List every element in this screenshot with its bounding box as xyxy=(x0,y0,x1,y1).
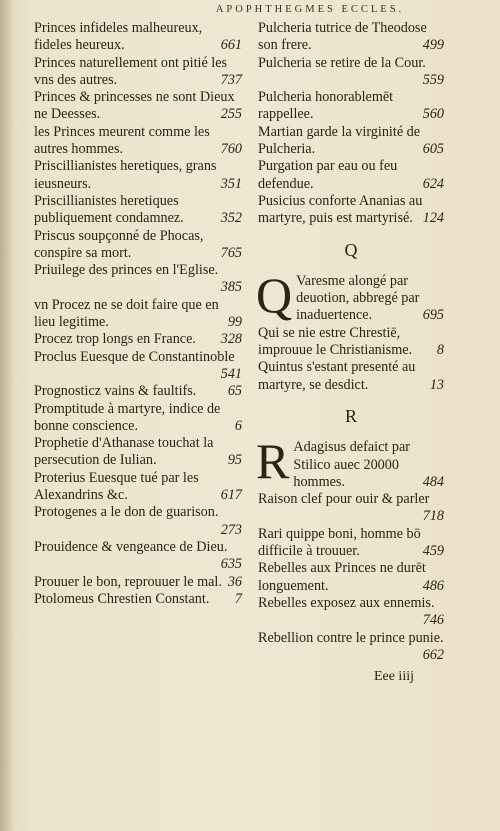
page-reference: 7 xyxy=(234,590,242,607)
entry-text: Princes infideles malheureux, fideles heureux. xyxy=(34,20,203,54)
index-entry xyxy=(258,158,444,193)
index-entry xyxy=(34,331,242,348)
entry-text: Quintus s'estant presenté au martyre, se desdict. xyxy=(258,359,416,393)
page-reference: 273 xyxy=(220,521,242,538)
page-reference: 559 xyxy=(422,71,444,88)
drop-cap: Q xyxy=(256,266,293,323)
entry-text: Proterius Euesque tué par les Alexandrins &c. xyxy=(34,469,199,504)
index-entry xyxy=(34,262,242,297)
page-reference: 6 xyxy=(234,417,242,434)
page-reference: 499 xyxy=(422,37,444,54)
entry-text: Rari quippe boni, homme bō difficile à trouuer. xyxy=(258,525,421,560)
index-entry xyxy=(258,89,444,124)
entry-text: Princes naturellement ont pitié les vns des autres. xyxy=(34,54,228,88)
entry-text: Martian garde la virginité de Pulcheria. xyxy=(258,123,421,158)
entry-text: vn Procez ne se doit faire que en lieu legitime. xyxy=(34,296,219,331)
entry-text: Prophetie d'Athanase touchat la persecution de Iulian. xyxy=(34,435,214,469)
entry-text: Raison clef pour ouir & parler xyxy=(258,491,430,508)
index-entry xyxy=(34,435,242,470)
q-entries xyxy=(256,266,444,394)
index-entry xyxy=(258,359,444,394)
binding-shadow xyxy=(0,0,14,831)
entry-text: Priscillianistes heretiques, grans ieusneurs. xyxy=(34,158,217,192)
page-reference: 486 xyxy=(422,577,444,594)
index-entry xyxy=(34,89,242,124)
page-reference: 13 xyxy=(429,376,444,393)
page-reference: 765 xyxy=(220,244,242,261)
right-column xyxy=(258,20,444,685)
index-entry xyxy=(256,433,444,491)
page-reference: 746 xyxy=(422,612,444,629)
index-entry xyxy=(34,383,242,400)
entry-text: Pulcheria tutrice de Theodose son frere. xyxy=(258,20,427,54)
page-reference: 760 xyxy=(220,141,242,158)
page-reference: 328 xyxy=(220,331,242,348)
r-entries xyxy=(256,433,444,664)
index-entry xyxy=(34,401,242,436)
page-reference: 124 xyxy=(422,210,444,227)
entry-text: Proclus Euesque de Constantinoble xyxy=(34,348,235,365)
page-reference: 95 xyxy=(227,452,242,469)
page-reference: 8 xyxy=(436,342,444,359)
index-entry xyxy=(256,266,444,325)
index-entry xyxy=(34,591,242,608)
entry-text: Prognosticz vains & faultifs. xyxy=(34,383,197,400)
page-reference: 662 xyxy=(422,646,444,663)
p-entries xyxy=(258,20,444,228)
page-reference: 560 xyxy=(422,106,444,123)
index-entry xyxy=(258,595,444,630)
entry-text: Pulcheria honorablemēt rappellee. xyxy=(258,89,394,123)
entry-text: Protogenes a le don de guarison. xyxy=(34,504,219,521)
entry-text: Rebellion contre le prince punie. xyxy=(258,629,444,646)
section-letter-r: R xyxy=(344,405,357,426)
entry-text: Priscillianistes heretiques publiquement condamnez. xyxy=(34,192,184,227)
page-reference: 661 xyxy=(220,37,242,54)
entry-text: Princes & princesses ne sont Dieux ne Deesses. xyxy=(34,89,235,123)
index-entry xyxy=(34,574,242,591)
drop-cap: R xyxy=(256,433,290,490)
index-entry xyxy=(34,55,242,90)
page-reference: 36 xyxy=(227,573,242,590)
index-entry xyxy=(34,193,242,228)
index-entry xyxy=(258,325,444,360)
index-entry xyxy=(34,349,242,384)
index-entry xyxy=(258,55,444,90)
entry-text: Rebelles exposez aux ennemis. xyxy=(258,594,435,611)
index-entry xyxy=(34,158,242,193)
entry-text: Prouuer le bon, reprouuer le mal. xyxy=(34,573,222,590)
page-reference: 695 xyxy=(422,307,444,324)
page-reference: 65 xyxy=(227,383,242,400)
page-reference: 635 xyxy=(220,556,242,573)
entry-text: Varesme alongé par deuotion, abbregé par inaduertence. xyxy=(296,272,420,324)
entry-text: les Princes meurent comme les autres hommes. xyxy=(34,123,210,158)
page-reference: 624 xyxy=(422,175,444,192)
page-reference: 737 xyxy=(220,71,242,88)
index-entry xyxy=(34,20,242,55)
page-reference: 605 xyxy=(422,141,444,158)
index-entry xyxy=(34,539,242,574)
catchword: Eee iiij xyxy=(373,669,414,685)
index-entry xyxy=(258,526,444,561)
entry-text: Priuilege des princes en l'Eglise. xyxy=(34,262,219,279)
entry-text: Pusicius conforte Ananias au martyre, puis est martyrisé. xyxy=(258,192,423,227)
page-reference: 351 xyxy=(220,175,242,192)
index-entry xyxy=(258,491,444,526)
index-entry xyxy=(34,228,242,263)
running-head: APOPHTHEGMES ECCLES. xyxy=(215,4,405,15)
entry-text: Priscus soupçonné de Phocas, conspire sa mort. xyxy=(34,227,204,261)
index-entry xyxy=(258,20,444,55)
entry-text: Prouidence & vengeance de Dieu. xyxy=(34,538,228,555)
page-reference: 541 xyxy=(220,365,242,382)
page-reference: 459 xyxy=(422,543,444,560)
page-reference: 617 xyxy=(220,487,242,504)
page-reference: 484 xyxy=(422,473,444,490)
index-entry xyxy=(34,124,242,159)
index-entry xyxy=(258,124,444,159)
entry-text: Adagisus defaict par Stilico auec 20000 hommes. xyxy=(293,439,410,490)
entry-text: Qui se nie estre Chrestiē, improuue le Christianisme. xyxy=(258,324,413,359)
index-entry xyxy=(258,560,444,595)
entry-text: Procez trop longs en France. xyxy=(34,331,196,348)
entry-text: Ptolomeus Chrestien Constant. xyxy=(34,590,210,607)
page-reference: 718 xyxy=(422,508,444,525)
index-entry xyxy=(34,297,242,332)
index-entry xyxy=(258,630,444,665)
page-reference: 255 xyxy=(220,106,242,123)
page-reference: 385 xyxy=(220,279,242,296)
index-entry xyxy=(34,470,242,505)
page-reference: 352 xyxy=(220,210,242,227)
index-entry xyxy=(34,504,242,539)
index-entry xyxy=(258,193,444,228)
section-letter-q: Q xyxy=(344,239,358,260)
entry-text: Promptitude à martyre, indice de bonne conscience. xyxy=(34,400,221,434)
entry-text: Rebelles aux Princes ne durēt longuement. xyxy=(258,560,426,594)
entry-text: Purgation par eau ou feu defendue. xyxy=(258,158,398,192)
left-column xyxy=(34,20,242,608)
entry-text: Pulcheria se retire de la Cour. xyxy=(258,54,426,71)
page-reference: 99 xyxy=(227,314,242,331)
